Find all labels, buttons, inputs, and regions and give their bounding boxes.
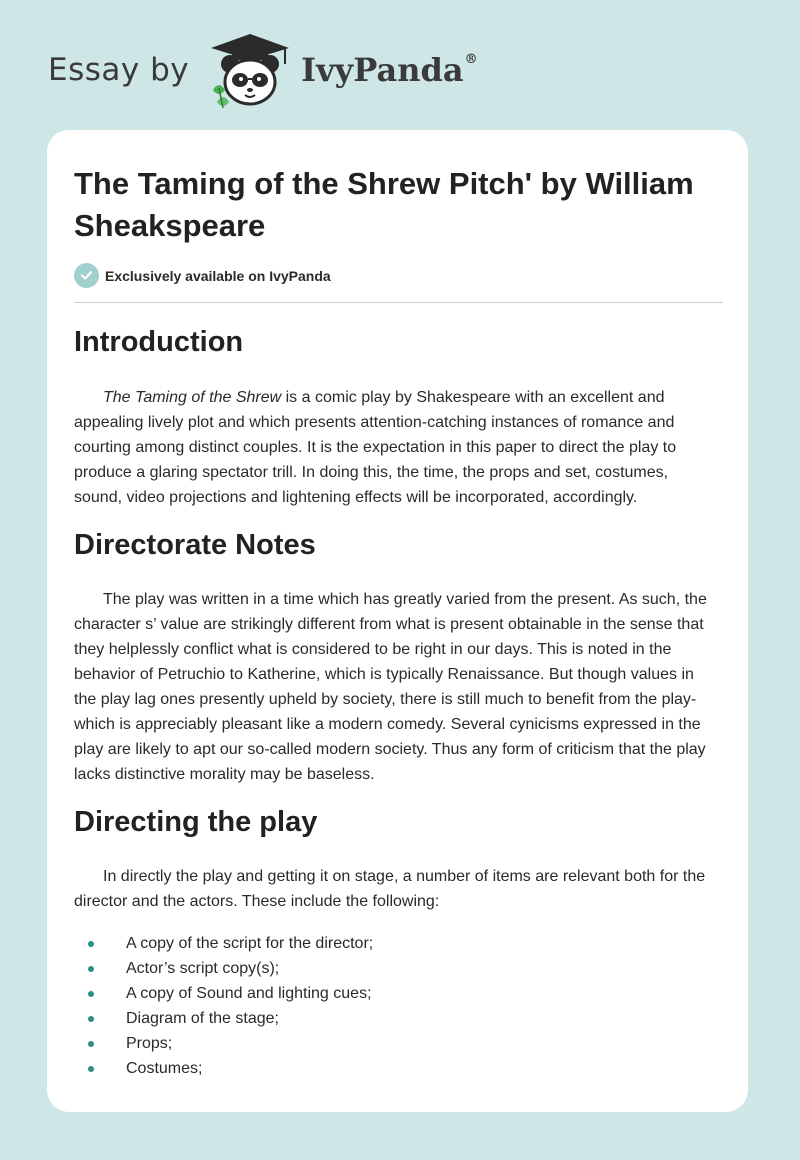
section-heading-directorate-notes: Directorate Notes (74, 529, 316, 561)
exclusive-badge (74, 263, 331, 288)
list-item: Props; (74, 1031, 373, 1056)
bullet-icon (88, 1041, 94, 1047)
essay-by-label: Essay by (48, 52, 190, 88)
exclusive-text: Exclusively available on IvyPanda (105, 267, 331, 284)
panda-logo-icon (205, 30, 295, 110)
list-item: Diagram of the stage; (74, 1006, 373, 1031)
section-paragraph-directing-the-play: In directly the play and getting it on stage, a number of items are relevant both for the director and the actors. These include the following: (74, 868, 706, 910)
bullet-icon (88, 1016, 94, 1022)
list-item: Actor’s script copy(s); (74, 956, 373, 981)
bullet-icon (88, 991, 94, 997)
section-paragraph-introduction: The Taming of the Shrew is a comic play by Shakespeare with an excellent and appealing lively plot and which presents attention-catching instances of romance and courting among distinct couples. It is the expectation in this paper to direct the play to produce a glaring spectator trill. In doing this, the time, the props and set, costumes, sound, video projections and lightening effects will be incorporated, accordingly. (74, 389, 677, 506)
bullet-icon (88, 941, 94, 947)
site-header (48, 30, 478, 110)
brand-name: IvyPanda® (301, 51, 478, 89)
section-heading-introduction: Introduction (74, 326, 244, 358)
bullet-icon (88, 966, 94, 972)
bullet-icon (88, 1066, 94, 1072)
document-card (47, 130, 748, 1112)
section-paragraph-directorate-notes: The play was written in a time which has greatly varied from the present. As such, the character s’ value are strikingly different from what is present obtainable in the sense that they helplessly conflict what is considered to be right in our days. This is noted in the behavior of Petruchio to Katherine, which is typically Renaissance. But though values in the play lag ones presently upheld by society, there is still much to benefit from the play- which is appreciably pleasant like a modern comedy. Several cynicisms expressed in the play are likely to apt our so-called modern society. Thus any form of criticism that the play lacks distinctive morality may be baseless. (74, 591, 707, 783)
page-title: The Taming of the Shrew Pitch' by William Sheakspeare (74, 166, 694, 243)
list-item: Costumes; (74, 1056, 373, 1081)
items-list (74, 931, 373, 1081)
list-item: A copy of the script for the director; (74, 931, 373, 956)
section-heading-directing-the-play: Directing the play (74, 806, 318, 838)
divider (74, 302, 723, 303)
checkmark-icon (74, 263, 99, 288)
list-item: A copy of Sound and lighting cues; (74, 981, 373, 1006)
